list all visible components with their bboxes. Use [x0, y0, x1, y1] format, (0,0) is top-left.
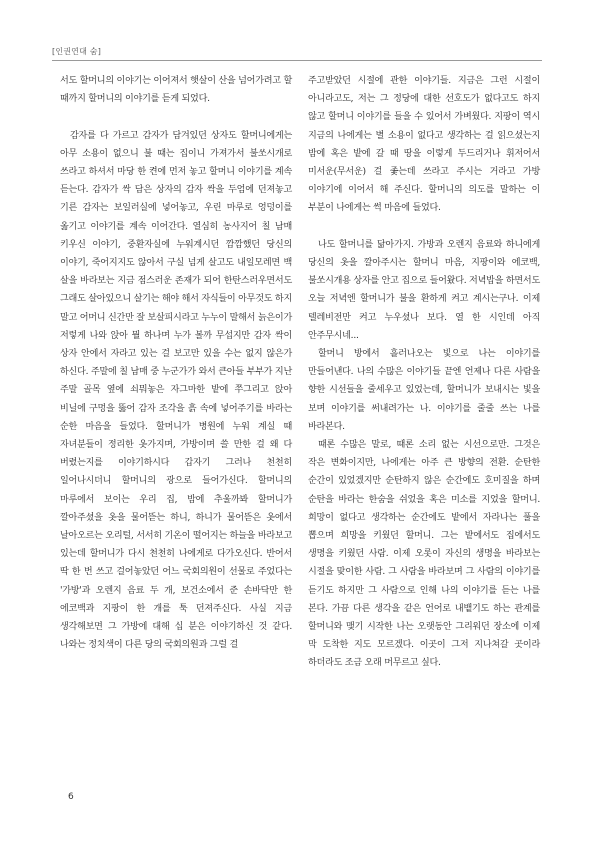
page-number: 6 [68, 792, 74, 802]
paragraph: 할머니 방에서 흘러나오는 빛으로 나는 이야기를 만들어낸다. 나의 수많은 이야기들 끝엔 언제나 다른 사람을 향한 시선들을 줄세우고 있었는데, 할머니가 보내시는 빛을 보며 이야기를 써내려가는 나. 이야기를 줄줄 쓰는 나를 바라본다. [308, 349, 540, 432]
left-column [60, 72, 292, 654]
paragraph: 서도 할머니의 이야기는 이어져서 햇살이 산을 넘어가려고 할 때까지 할머니의 이야기를 듣게 되었다. [60, 76, 292, 105]
paragraph: 나도 할머니를 닮아가지. 가방과 오렌지 음료와 하니에게 당신의 옷을 깔아주시는 할머니 마음, 지팡이와 에코백, 불쏘시개용 상자를 안고 집으로 들어왔다. 저녁밥을 하면서도 오늘 저녁엔 할머니가 불을 환하게 켜고 계시는구나. 이제 텔레비전만 켜고 누우셨나 보다. 열 한 시인데 아직 안주무시네... [308, 239, 540, 341]
paragraph: 감자를 다 가르고 감자가 담겨있던 상자도 할머니에게는 아무 소용이 없으니 불 때는 집이니 가져가서 불쏘시개로 쓰라고 하셔서 마당 한 켠에 먼저 놓고 할머니 이야기를 계속 듣는다. 감자가 싹 담은 상자의 감자 싹을 두엄에 던져놓고 기른 감자는 보일러실에 넣어놓고, 우린 마루로 엉덩이를 옮기고 이야기를 계속 이어간다. 열심히 농사지어 칠 남매 키우신 이야기, 중환자실에 누워계시던 깜깜했던 당신의 이야기, 죽어지지도 않아서 구실 넘게 살고도 내일모레면 백 살을 바라보는 지금 점스러운 존재가 되어 한탄스러우면서도 그래도 살아있으니 살기는 해야 해서 자식들이 아무것도 하지 말고 어머니 신간만 잘 보살피시라고 누누이 말해서 늙은이가 저렇게 나와 앉아 뭘 하나며 누가 볼까 무섭지만 감자 싹이 상자 안에서 자라고 있는 걸 보고만 있을 수는 없지 않은가 하신다. 주말에 칠 남매 중 누군가가 와서 큰아들 부부가 지난 주말 골목 옆에 쇠뭐놓은 자그마한 밭에 쭈그리고 앉아 비닐에 구멍을 뚫어 감자 조각을 흙 속에 넣어주기를 바라는 순한 마음을 들었다. 할머니가 병원에 누워 계실 때 자녀분들이 정리한 옷가지며, 가방이며 쓸 만한 걸 왜 다 버렸는지를 이야기하시다 갑자기 그러나 천천히 일어나시더니 할머니의 광으로 들어가신다. 할머니의 마루에서 보이는 우리 집, 밤에 추울까봐 할머니가 깔아주셨을 옷을 물어뜯는 하니, 하니가 물어뜯은 옷에서 날아오르는 오리털, 서서히 기온이 떨어지는 하늘을 바라보고 있는데 할머니가 다시 천천히 나에게로 다가오신다. 반어서 딱 한 번 쓰고 걸어놓았던 어느 국회의원이 선물로 주었다는 '가방'과 오렌지 음료 두 개, 보건소에서 준 손바닥만 한 에코백과 지팡이 한 개를 툭 던져주신다. 사실 지금 생각해보면 그 가방에 대해 십 분은 이야기하신 것 같다. 나와는 정치색이 다른 당의 국회의원과 그럴 걸 [60, 130, 292, 651]
header-divider [52, 60, 542, 61]
paragraph: 때론 수많은 말로, 때론 소리 없는 시선으로만. 그것은 작은 변화이지만, 나에게는 아주 큰 방향의 전환. 순탄한 순간이 있었겠지만 순탄하지 않은 순간에도 호미질을 하며 순탄을 바라는 한숨을 쉬었을 혹은 미소를 지었을 할머니. 희망이 없다고 생각하는 순간에도 밭에서 자라나는 풀을 뽑으며 희망을 키웠던 할머니. 그는 밭에서도 집에서도 생명을 키웠던 사람. 이제 오롯이 자신의 생명을 바라보는 시절을 맞이한 사람. 그 사람을 바라보며 그 사람의 이야기를 듣기도 하지만 그 사람으로 인해 나의 이야기를 듣는 나를 본다. 가끔 다른 생각을 같은 언어로 내뱉기도 하는 관계를 할머니와 맺기 시작한 나는 오랫동안 그리워던 장소에 이제 막 도착한 지도 모르겠다. 이곳이 그저 지나쳐갈 곳이라 하더라도 조금 오래 머무르고 싶다. [308, 440, 540, 669]
paragraph: 주고받았던 시절에 관한 이야기들. 지금은 그런 시절이 아니라고도, 저는 그 정당에 대한 선호도가 없다고도 하지 않고 할머니 이야기를 들을 수 있어서 가벼웠다. 지팡이 역시 지금의 나에게는 별 소용이 없다고 생각하는 걸 읽으셨는지 밤에 혹은 밭에 갈 때 땅을 이렇게 두드리거나 휘저어서 미서운(무서운) 걸 좇는데 쓰라고 주시는 거라고 가방 이야기에 이어서 해 주신다. 할머니의 의도를 말하는 이 부분이 나에게는 썩 마음에 들었다. [308, 76, 540, 214]
running-header: [인권연대 숨] [52, 47, 102, 56]
right-column [308, 72, 540, 673]
